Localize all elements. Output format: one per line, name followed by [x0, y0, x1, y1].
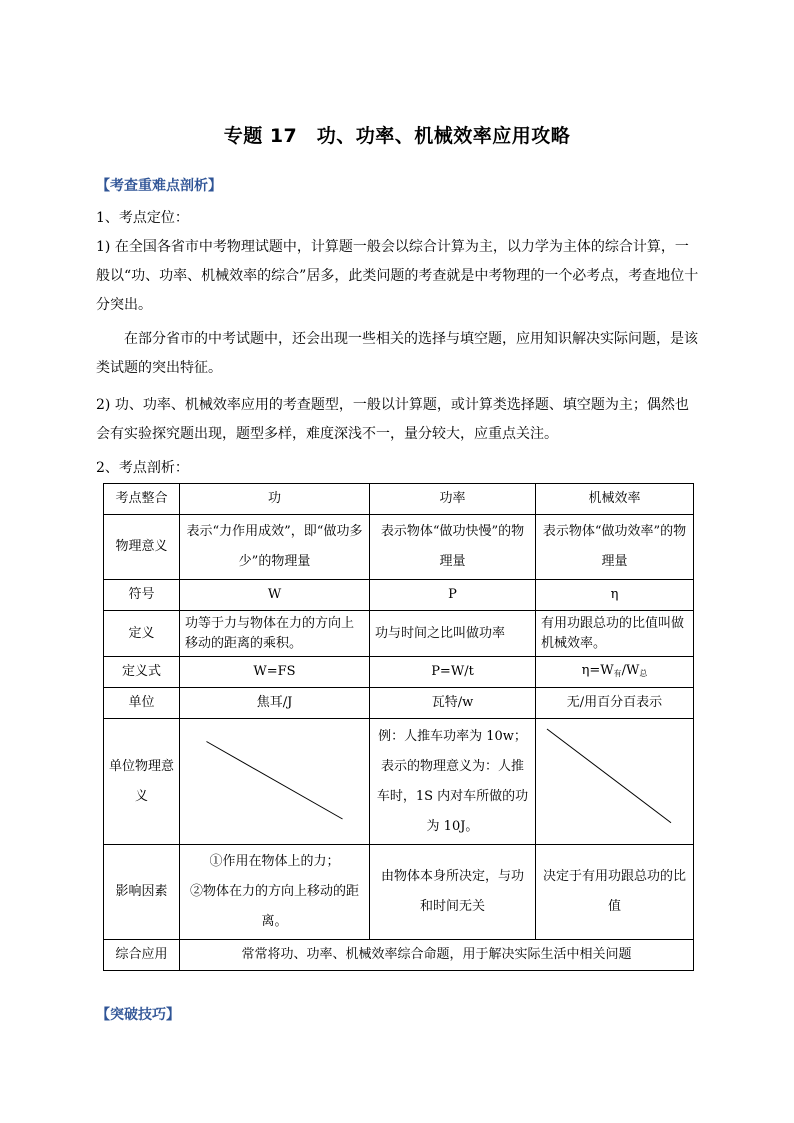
cell-work-factors — [180, 845, 370, 940]
row-label: 物理意义 — [104, 515, 180, 580]
cell-power-unit: 瓦特/w — [370, 688, 536, 719]
table-row-application — [104, 940, 694, 971]
cell-work-definition: 功等于力与物体在力的方向上移动的距离的乘积。 — [180, 611, 370, 657]
eff-formula-sub-total: 总 — [639, 668, 648, 678]
eff-formula-mid: /W — [621, 662, 640, 678]
cell-power-unit-meaning: 例：人推车功率为 10w；表示的物理意义为：人推车时，1S 内对车所做的功为 10J。 — [370, 719, 536, 845]
diagonal-slash — [180, 719, 369, 844]
analysis-table — [103, 483, 694, 971]
eff-formula-prefix: η=W — [581, 662, 614, 678]
header-cell: 机械效率 — [536, 484, 694, 515]
eff-formula-sub-useful: 有 — [613, 668, 622, 678]
row-label: 单位 — [104, 688, 180, 719]
paragraph-point-analysis: 2、考点剖析： — [96, 460, 189, 476]
cell-eff-formula — [536, 657, 694, 688]
paragraph-intro-1: 1) 在全国各省市中考物理试题中，计算题一般会以综合计算为主，以力学为主体的综合计算，一般以“功、功率、机械效率的综合”居多，此类问题的考查就是中考物理的一个必考点，考查地位十分突出。 — [96, 239, 699, 313]
cell-application: 常常将功、功率、机械效率综合命题，用于解决实际生活中相关问题 — [180, 940, 694, 971]
paragraph-point-location: 1、考点定位： — [96, 210, 189, 226]
cell-power-factors: 由物体本身所决定，与功和时间无关 — [370, 845, 536, 940]
cell-work-unit: 焦耳/J — [180, 688, 370, 719]
table-row-meaning — [104, 515, 694, 580]
table-row-symbol — [104, 580, 694, 611]
cell-eff-unit-meaning-empty — [536, 719, 694, 845]
cell-work-meaning: 表示“力作用成效”，即“做功多少”的物理量 — [180, 515, 370, 580]
row-label: 定义 — [104, 611, 180, 657]
cell-eff-factors: 决定于有用功跟总功的比值 — [536, 845, 694, 940]
table-header-row — [104, 484, 694, 515]
cell-power-symbol: P — [370, 580, 536, 611]
header-cell: 功率 — [370, 484, 536, 515]
diagonal-slash — [536, 719, 693, 844]
cell-power-formula: P=W/t — [370, 657, 536, 688]
table-row-unit-meaning — [104, 719, 694, 845]
page-title: 专题 17 功、功率、机械效率应用攻略 — [223, 125, 571, 147]
work-factor-distance: ②物体在力的方向上移动的距离。 — [189, 884, 359, 929]
row-label: 符号 — [104, 580, 180, 611]
header-cell: 功 — [180, 484, 370, 515]
paragraph-intro-3: 2) 功、功率、机械效率应用的考查题型，一般以计算题，或计算类选择题、填空题为主；偶然也会有实验探究题出现，题型多样，难度深浅不一，量分较大，应重点关注。 — [96, 397, 689, 442]
row-label: 定义式 — [104, 657, 180, 688]
cell-work-symbol: W — [180, 580, 370, 611]
row-label: 综合应用 — [104, 940, 180, 971]
row-label: 影响因素 — [104, 845, 180, 940]
section-heading-tips: 【突破技巧】 — [96, 1007, 180, 1023]
cell-eff-meaning: 表示物体“做功效率”的物理量 — [536, 515, 694, 580]
cell-eff-definition: 有用功跟总功的比值叫做机械效率。 — [536, 611, 694, 657]
section-heading-analysis: 【考查重难点剖析】 — [96, 178, 222, 194]
table-row-formula — [104, 657, 694, 688]
table-row-factors — [104, 845, 694, 940]
table-row-definition — [104, 611, 694, 657]
cell-eff-unit: 无/用百分百表示 — [536, 688, 694, 719]
header-cell: 考点整合 — [104, 484, 180, 515]
row-label: 单位物理意义 — [104, 719, 180, 845]
cell-eff-symbol: η — [536, 580, 694, 611]
paragraph-intro-2: 在部分省市的中考试题中，还会出现一些相关的选择与填空题，应用知识解决实际问题，是该类试题的突出特征。 — [96, 331, 698, 376]
cell-work-unit-meaning-empty — [180, 719, 370, 845]
table-row-unit — [104, 688, 694, 719]
cell-work-formula: W=FS — [180, 657, 370, 688]
cell-power-definition: 功与时间之比叫做功率 — [370, 611, 536, 657]
cell-power-meaning: 表示物体“做功快慢”的物理量 — [370, 515, 536, 580]
work-factor-force: ①作用在物体上的力； — [209, 854, 340, 869]
